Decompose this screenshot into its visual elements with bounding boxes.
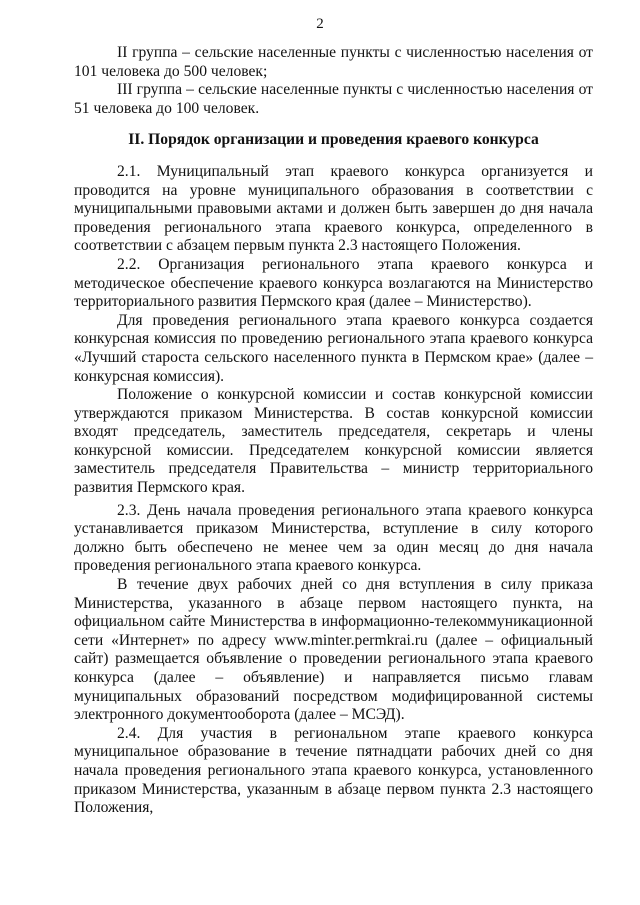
paragraph-2-4: 2.4. Для участия в региональном этапе краевого конкурса муниципальное образование в течение пятнадцати рабочих дней со дня начала проведения регионального этапа краевого конкурса, установленного приказом Министерства, указанным в абзаце первом пункта 2.3 настоящего Положения, (74, 724, 593, 817)
paragraph-commission-composition: Положение о конкурсной комиссии и состав конкурсной комиссии утверждаются приказом Министерства. В состав конкурсной комиссии входят председатель, заместитель председателя, секретарь и члены конкурсной комиссии. Председателем конкурсной комиссии является заместитель председателя Правительства – министр территориального развития Пермского края. (74, 386, 593, 497)
group-ii-paragraph: II группа – сельские населенные пункты с численностью населения от 101 человека до 500 человек; (74, 44, 593, 80)
paragraph-commission-creation: Для проведения регионального этапа краевого конкурса создается конкурсная комиссия по проведению регионального этапа краевого конкурса «Лучший староста сельского населенного пункта в Пермском крае» (далее – конкурсная комиссия). (74, 311, 593, 385)
paragraph-announcement: В течение двух рабочих дней со дня вступления в силу приказа Министерства, указанного в абзаце первом настоящего пункта, на официальном сайте Министерства в информационно-телекоммуникационной сети «Интернет» по адресу www.minter.permkrai.ru (далее – официальный сайт) размещается объявление о проведении регионального этапа краевого конкурса (далее – объявление) и направляется письмо главам муниципальных образований посредством модифицированной системы электронного документооборота (далее – МСЭД). (74, 576, 593, 724)
section-heading: II. Порядок организации и проведения краевого конкурса (128, 131, 539, 149)
group-iii-paragraph: III группа – сельские населенные пункты с численностью населения от 51 человека до 100 человек. (74, 81, 593, 117)
document-body (74, 44, 593, 818)
paragraph-2-3: 2.3. День начала проведения регионального этапа краевого конкурса устанавливается приказом Министерства, вступление в силу которого должно быть обеспечено не менее чем за один месяц до дня начала проведения регионального этапа краевого конкурса. (74, 501, 593, 575)
page-number: 2 (316, 16, 324, 32)
paragraph-2-2: 2.2. Организация регионального этапа краевого конкурса и методическое обеспечение краевого конкурса возлагаются на Министерство территориального развития Пермского края (далее – Министерство). (74, 255, 593, 311)
paragraph-2-1: 2.1. Муниципальный этап краевого конкурса организуется и проводится на уровне муниципального образования в соответствии с муниципальными правовыми актами и должен быть завершен до дня начала проведения регионального этапа краевого конкурса, определенного в соответствии с абзацем первым пункта 2.3 настоящего Положения. (74, 162, 593, 255)
